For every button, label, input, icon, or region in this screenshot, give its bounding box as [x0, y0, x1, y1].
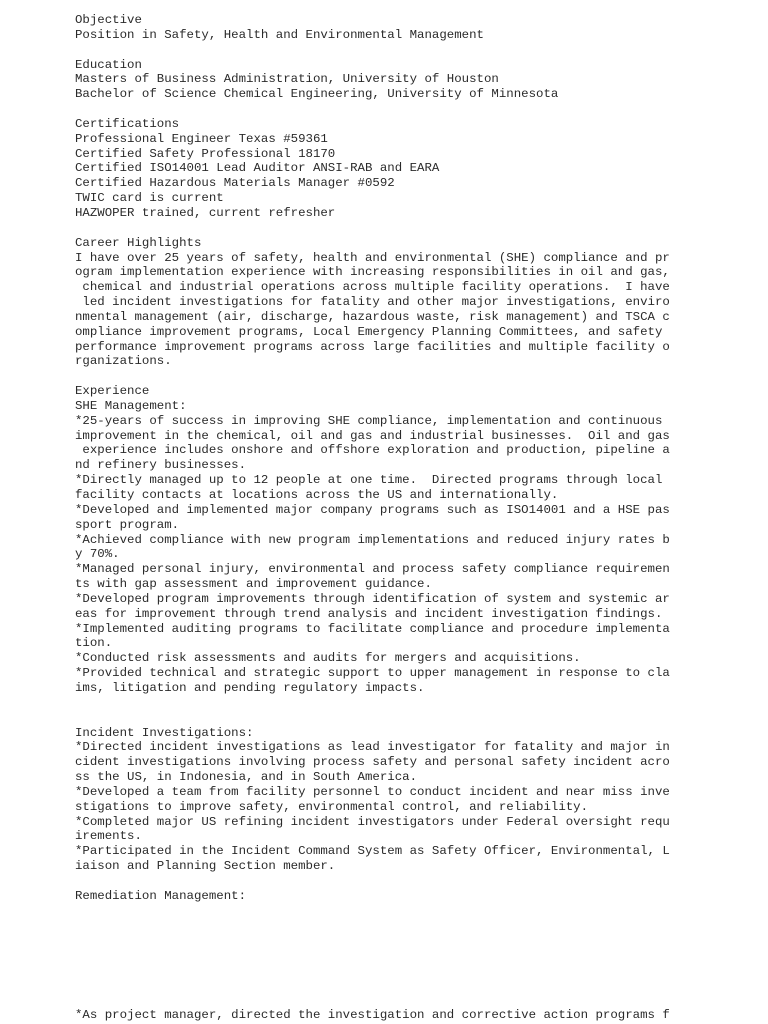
- she-management-line: *Achieved compliance with new program implementations and reduced injury rates b: [75, 532, 670, 547]
- career-highlights-section: [75, 236, 755, 370]
- certification-item: Professional Engineer Texas #59361: [75, 131, 328, 146]
- she-management-line: *Directly managed up to 12 people at one time. Directed programs through local: [75, 473, 670, 488]
- incident-investigations-line: irements.: [75, 829, 142, 844]
- certification-item: Certified Hazardous Materials Manager #0592: [75, 176, 395, 191]
- career-highlights-line: performance improvement programs across large facilities and multiple facility o: [75, 339, 670, 354]
- incident-investigations-subsection: [75, 726, 755, 874]
- objective-section: [75, 13, 755, 43]
- certification-item: HAZWOPER trained, current refresher: [75, 205, 336, 220]
- she-management-line: sport program.: [75, 517, 180, 532]
- she-management-line: ts with gap assessment and improvement guidance.: [75, 577, 432, 592]
- she-management-line: *Implemented auditing programs to facilitate compliance and procedure implementa: [75, 621, 670, 636]
- remediation-management-heading: Remediation Management:: [75, 888, 247, 903]
- she-management-line: *Conducted risk assessments and audits for mergers and acquisitions.: [75, 651, 581, 666]
- career-highlights-line: nmental management (air, discharge, hazardous waste, risk management) and TSCA c: [75, 309, 670, 324]
- career-highlights-line: I have over 25 years of safety, health and environmental (SHE) compliance and pr: [75, 250, 670, 265]
- she-management-line: experience includes onshore and offshore exploration and production, pipeline a: [75, 443, 670, 458]
- incident-investigations-line: cident investigations involving process safety and personal safety incident acro: [75, 755, 670, 770]
- she-management-line: improvement in the chemical, oil and gas and industrial businesses. Oil and gas: [75, 428, 670, 443]
- she-management-line: tion.: [75, 636, 113, 651]
- she-management-line: *Developed program improvements through identification of system and systemic ar: [75, 591, 670, 606]
- education-item: Bachelor of Science Chemical Engineering, University of Minnesota: [75, 87, 559, 102]
- incident-investigations-line: *Participated in the Incident Command System as Safety Officer, Environmental, L: [75, 844, 670, 859]
- certification-item: Certified ISO14001 Lead Auditor ANSI-RAB and EARA: [75, 161, 440, 176]
- she-management-line: nd refinery businesses.: [75, 458, 247, 473]
- she-management-line: ims, litigation and pending regulatory impacts.: [75, 680, 425, 695]
- she-management-line: y 70%.: [75, 547, 120, 562]
- certifications-section: [75, 117, 755, 221]
- certifications-heading: Certifications: [75, 116, 180, 131]
- incident-investigations-line: ss the US, in Indonesia, and in South America.: [75, 770, 418, 785]
- experience-section: [75, 384, 755, 1022]
- career-highlights-heading: Career Highlights: [75, 235, 202, 250]
- she-management-subsection: [75, 399, 755, 696]
- incident-investigations-line: *Directed incident investigations as lead investigator for fatality and major in: [75, 740, 670, 755]
- career-highlights-line: ompliance improvement programs, Local Emergency Planning Committees, and safety: [75, 324, 670, 339]
- she-management-line: eas for improvement through trend analysis and incident investigation findings.: [75, 606, 663, 621]
- she-management-line: facility contacts at locations across the US and internationally.: [75, 488, 559, 502]
- career-highlights-line: chemical and industrial operations across multiple facility operations. I have: [75, 280, 670, 295]
- she-management-heading: SHE Management:: [75, 398, 187, 413]
- education-heading: Education: [75, 57, 142, 72]
- certification-item: Certified Safety Professional 18170: [75, 146, 336, 161]
- objective-heading: Objective: [75, 13, 142, 27]
- career-highlights-line: rganizations.: [75, 354, 172, 369]
- career-highlights-line: led incident investigations for fatality and other major investigations, enviro: [75, 295, 670, 310]
- incident-investigations-heading: Incident Investigations:: [75, 725, 254, 740]
- objective-text: Position in Safety, Health and Environmental Management: [75, 27, 484, 42]
- she-management-line: *Developed and implemented major company programs such as ISO14001 and a HSE pas: [75, 502, 670, 517]
- she-management-line: *Managed personal injury, environmental and process safety compliance requiremen: [75, 562, 670, 577]
- incident-investigations-line: *Completed major US refining incident investigators under Federal oversight requ: [75, 814, 670, 829]
- experience-heading: Experience: [75, 384, 150, 399]
- incident-investigations-line: *Developed a team from facility personnel to conduct incident and near miss inve: [75, 784, 670, 799]
- education-item: Masters of Business Administration, University of Houston: [75, 72, 499, 87]
- career-highlights-line: ogram implementation experience with increasing responsibilities in oil and gas,: [75, 265, 670, 280]
- incident-investigations-line: stigations to improve safety, environmental control, and reliability.: [75, 799, 589, 814]
- certification-item: TWIC card is current: [75, 191, 224, 206]
- incident-investigations-line: iaison and Planning Section member.: [75, 859, 336, 874]
- remediation-management-subsection: [75, 889, 755, 1023]
- she-management-line: *Provided technical and strategic support to upper management in response to cla: [75, 666, 670, 681]
- resume-document: [75, 13, 755, 1022]
- she-management-line: *25-years of success in improving SHE compliance, implementation and continuous: [75, 413, 670, 428]
- remediation-management-line: *As project manager, directed the investigation and corrective action programs f: [75, 1007, 670, 1022]
- education-section: [75, 58, 755, 103]
